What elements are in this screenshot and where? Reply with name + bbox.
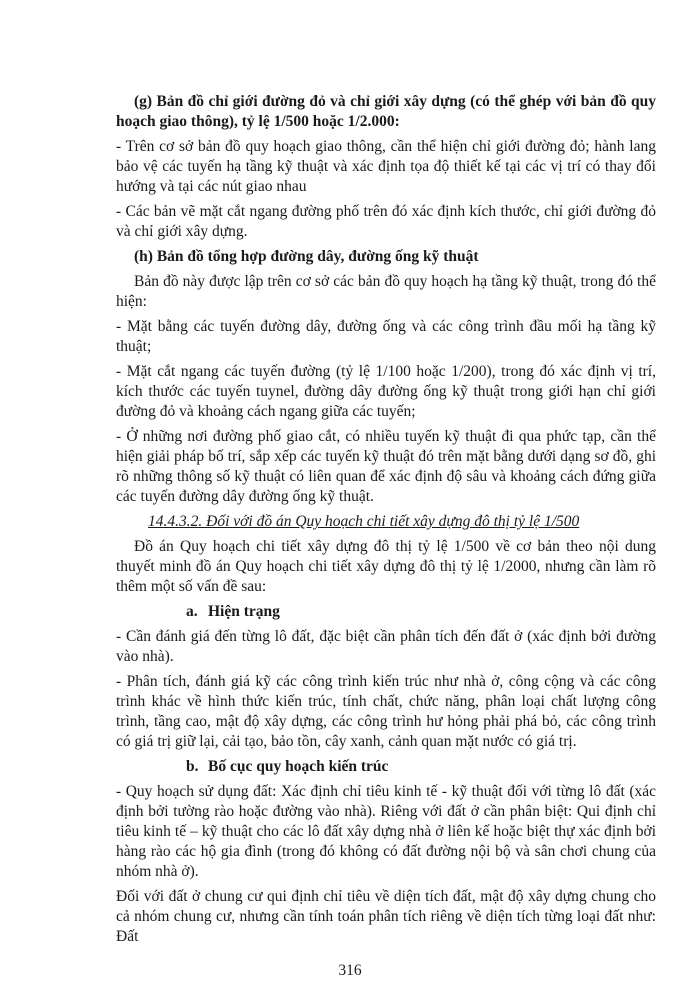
- heading-text: Hiện trạng: [208, 603, 280, 620]
- heading-a: [186, 602, 656, 622]
- heading-b: [186, 757, 656, 777]
- paragraph: - Trên cơ sở bản đồ quy hoạch giao thông, cần thể hiện chỉ giới đường đỏ; hành lang bảo vệ các tuyến hạ tầng kỹ thuật và xác định tọa độ thiết kế tại các vị trí có thay đổi hướng và tại các nút giao nhau: [116, 138, 656, 195]
- paragraph: - Các bản vẽ mặt cắt ngang đường phố trên đó xác định kích thước, chỉ giới đường đỏ và chỉ giới xây dựng.: [116, 203, 656, 240]
- paragraph: Đồ án Quy hoạch chi tiết xây dựng đô thị tỷ lệ 1/500 về cơ bản theo nội dung thuyết minh đồ án Quy hoạch chi tiết xây dựng đô thị tỷ lệ 1/2000, nhưng cần làm rõ thêm một số vấn đề sau:: [116, 538, 656, 595]
- list-marker: b.: [186, 758, 199, 775]
- paragraph: - Mặt cắt ngang các tuyến đường (tỷ lệ 1/100 hoặc 1/200), trong đó xác định vị trí, kích thước các tuyến tuynel, đường dây đường ống kỹ thuật trong giới hạn chỉ giới đường đỏ và khoảng cách ngang giữa các tuyến;: [116, 363, 656, 420]
- section-title: 14.4.3.2. Đối với đồ án Quy hoạch chi tiết xây dựng đô thị tỷ lệ 1/500: [148, 513, 580, 530]
- paragraph: - Mặt bằng các tuyến đường dây, đường ống và các công trình đầu mối hạ tầng kỹ thuật;: [116, 318, 656, 355]
- paragraph: Bản đồ này được lập trên cơ sở các bản đồ quy hoạch hạ tầng kỹ thuật, trong đó thể hiện:: [116, 273, 656, 310]
- list-marker: a.: [186, 603, 198, 620]
- paragraph: - Cần đánh giá đến từng lô đất, đặc biệt cần phân tích đến đất ở (xác định bởi đường vào nhà).: [116, 628, 656, 665]
- paragraph: - Quy hoạch sử dụng đất: Xác định chỉ tiêu kinh tế - kỹ thuật đối với từng lô đất (xác định bởi tường rào hoặc đường vào nhà). Riêng với đất ở cần phân biệt: Qui định chỉ tiêu kinh tế – kỹ thuật cho các lô đất xây dựng nhà ở liên kế hoặc biệt thự xác định bởi hàng rào các hộ gia đình (trong đó không có đất đường nội bộ và sân chơi chung của nhóm nhà ở).: [116, 783, 656, 880]
- heading-g: (g) Bản đồ chỉ giới đường đỏ và chỉ giới xây dựng (có thể ghép với bản đồ quy hoạch giao thông), tỷ lệ 1/500 hoặc 1/2.000:: [116, 93, 656, 130]
- page-number: 316: [338, 962, 362, 979]
- paragraph: - Phân tích, đánh giá kỹ các công trình kiến trúc như nhà ở, công cộng và các công trình khác về hình thức kiến trúc, tính chất, chức năng, phân loại chất lượng công trình, tầng cao, mật độ xây dựng, các công trình hư hỏng phải phá bỏ, các công trình có giá trị giữ lại, cải tạo, bảo tồn, cây xanh, cảnh quan mặt nước có giá trị.: [116, 673, 656, 750]
- paragraph: - Ở những nơi đường phố giao cắt, có nhiều tuyến kỹ thuật đi qua phức tạp, cần thể hiện giải pháp bố trí, sắp xếp các tuyến kỹ thuật đó trên mặt bằng dưới dạng sơ đồ, ghi rõ những thông số kỹ thuật có liên quan để xác định độ sâu và khoảng cách đứng giữa các tuyến đường dây đường ống kỹ thuật.: [116, 428, 656, 505]
- heading-text: Bố cục quy hoạch kiến trúc: [208, 758, 389, 775]
- paragraph: Đối với đất ở chung cư qui định chỉ tiêu về diện tích đất, mật độ xây dựng chung cho cả nhóm chung cư, nhưng cần tính toán phân tích riêng về diện tích từng loại đất như: Đất: [116, 888, 656, 945]
- heading-h: (h) Bản đồ tổng hợp đường dây, đường ống kỹ thuật: [134, 248, 479, 265]
